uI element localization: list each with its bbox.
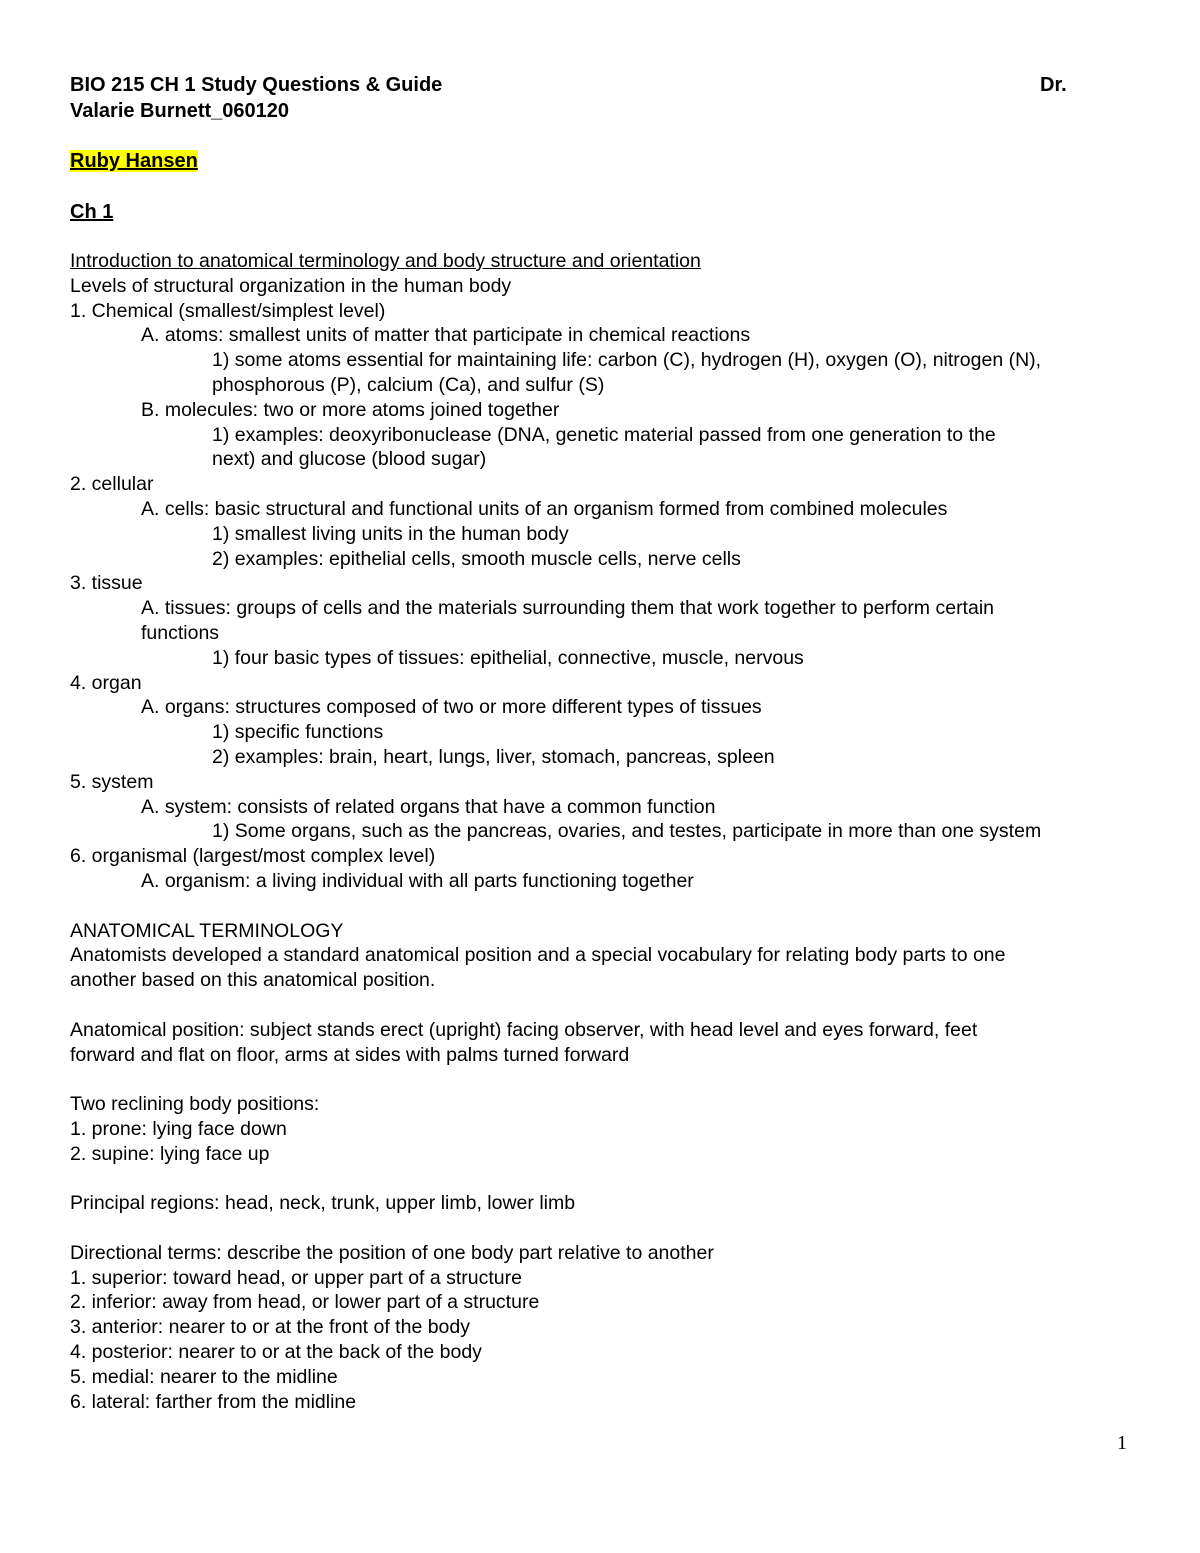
terminology-paragraph-continued: another based on this anatomical position. — [70, 969, 436, 992]
sub-item: A. organism: a living individual with all parts functioning together — [141, 869, 694, 892]
level-item: 6. organismal (largest/most complex level) — [70, 845, 436, 868]
sub-sub-item: 1) four basic types of tissues: epithelial, connective, muscle, nervous — [212, 646, 804, 669]
sub-item: A. tissues: groups of cells and the materials surrounding them that work together to perform certain — [141, 597, 995, 620]
level-item: 4. organ — [70, 671, 142, 694]
reclining-item: 1. prone: lying face down — [70, 1117, 287, 1140]
document-content — [70, 72, 1140, 1414]
sub-item-continued: functions — [141, 621, 220, 644]
sub-sub-item: 2) examples: epithelial cells, smooth muscle cells, nerve cells — [212, 547, 741, 570]
instructor-title: Dr. — [1040, 74, 1067, 96]
level-item: 3. tissue — [70, 572, 143, 595]
blank-line — [70, 993, 1140, 1018]
level-item: 2. cellular — [70, 473, 154, 496]
sub-item: B. molecules: two or more atoms joined together — [141, 398, 560, 421]
level-item: 1. Chemical (smallest/simplest level) — [70, 299, 386, 322]
student-name-line — [70, 148, 1140, 174]
reclining-item: 2. supine: lying face up — [70, 1142, 270, 1165]
notes-body — [70, 249, 1140, 1414]
blank-line — [70, 1216, 1140, 1241]
directional-item: 3. anterior: nearer to or at the front of the body — [70, 1316, 470, 1339]
anatomical-position-paragraph-continued: forward and flat on floor, arms at sides with palms turned forward — [70, 1043, 630, 1066]
blank-line — [70, 1166, 1140, 1191]
sub-sub-item: 1) specific functions — [212, 721, 384, 744]
sub-sub-item: 1) Some organs, such as the pancreas, ovaries, and testes, participate in more than one system — [212, 820, 1042, 843]
sub-item: A. system: consists of related organs that have a common function — [141, 795, 716, 818]
sub-sub-item-continued: phosphorous (P), calcium (Ca), and sulfur (S) — [212, 373, 605, 396]
levels-intro: Levels of structural organization in the human body — [70, 274, 512, 297]
document-title: BIO 215 CH 1 Study Questions & Guide — [70, 74, 443, 96]
principal-regions: Principal regions: head, neck, trunk, upper limb, lower limb — [70, 1192, 576, 1215]
document-header — [70, 72, 1140, 98]
chapter-heading: Ch 1 — [70, 201, 114, 223]
sub-item: A. organs: structures composed of two or more different types of tissues — [141, 696, 762, 719]
sub-sub-item-continued: next) and glucose (blood sugar) — [212, 448, 487, 471]
sub-item: A. atoms: smallest units of matter that participate in chemical reactions — [141, 324, 751, 347]
directional-item: 1. superior: toward head, or upper part of a structure — [70, 1266, 522, 1289]
page-number: 1 — [1117, 1432, 1127, 1454]
sub-item: A. cells: basic structural and functional units of an organism formed from combined molecules — [141, 497, 948, 520]
directional-item: 2. inferior: away from head, or lower part of a structure — [70, 1291, 540, 1314]
directional-item: 5. medial: nearer to the midline — [70, 1365, 338, 1388]
sub-sub-item: 1) smallest living units in the human body — [212, 522, 569, 545]
directional-item: 6. lateral: farther from the midline — [70, 1390, 357, 1413]
directional-item: 4. posterior: nearer to or at the back of the body — [70, 1341, 482, 1364]
terminology-heading: ANATOMICAL TERMINOLOGY — [70, 919, 344, 942]
anatomical-position-paragraph: Anatomical position: subject stands erect (upright) facing observer, with head level and eyes forward, feet — [70, 1018, 978, 1041]
blank-line — [70, 894, 1140, 919]
student-name: Ruby Hansen — [70, 150, 198, 172]
reclining-heading: Two reclining body positions: — [70, 1093, 320, 1116]
sub-sub-item: 2) examples: brain, heart, lungs, liver, stomach, pancreas, spleen — [212, 745, 775, 768]
sub-sub-item: 1) examples: deoxyribonuclease (DNA, genetic material passed from one generation to the — [212, 423, 996, 446]
section-heading: Introduction to anatomical terminology and body structure and orientation — [70, 250, 701, 272]
instructor-name: Valarie Burnett_060120 — [70, 100, 290, 122]
directional-heading: Directional terms: describe the position of one body part relative to another — [70, 1241, 714, 1264]
sub-sub-item: 1) some atoms essential for maintaining life: carbon (C), hydrogen (H), oxygen (O), nitrogen (N), — [212, 349, 1042, 372]
terminology-paragraph: Anatomists developed a standard anatomical position and a special vocabulary for relating body parts to one — [70, 944, 1006, 967]
blank-line — [70, 1067, 1140, 1092]
level-item: 5. system — [70, 770, 154, 793]
